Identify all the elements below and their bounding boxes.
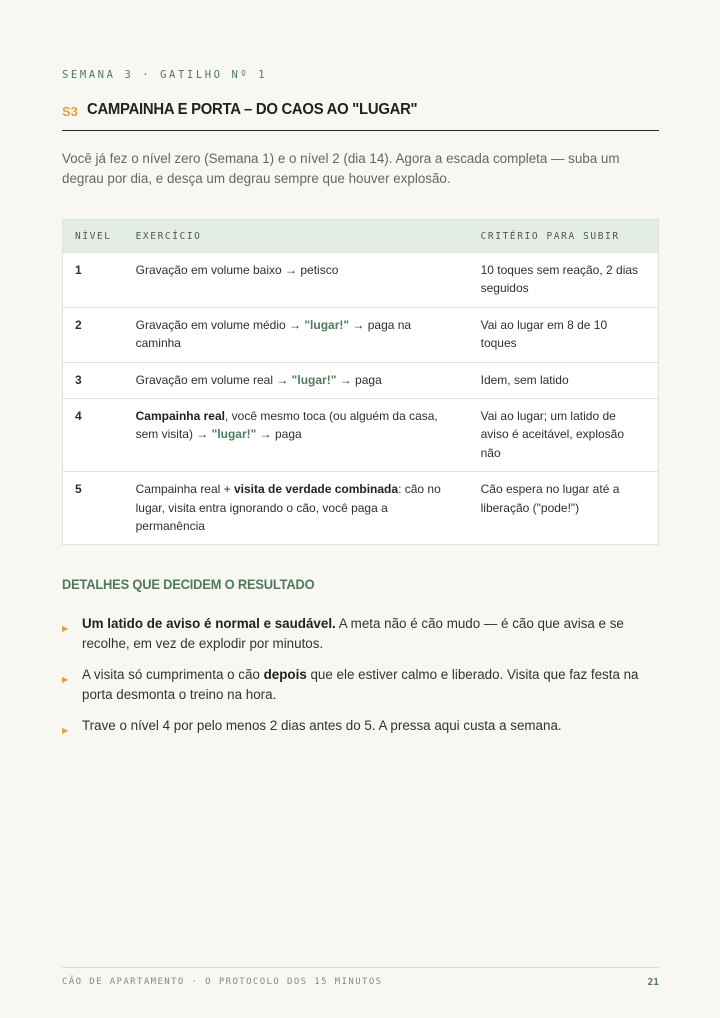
table-row — [63, 362, 659, 398]
bullet-text-start: A visita só cumprimenta o cão — [82, 667, 264, 682]
details-list — [62, 614, 659, 747]
table-row — [63, 307, 659, 362]
cell-exercise — [124, 362, 469, 398]
cell-level: 5 — [63, 472, 124, 545]
triangle-right-icon: ▶ — [62, 624, 69, 633]
page — [62, 0, 659, 1018]
exercise-text: Gravação em volume real → — [135, 372, 292, 387]
footer-book-title: CÃO DE APARTAMENTO · O PROTOCOLO DOS 15 MINUTOS — [62, 977, 383, 987]
header-level: NÍVEL — [75, 230, 112, 242]
exercise-text-end: : cão no lugar, visita entra ignorando o cão, você paga a permanência — [135, 482, 441, 534]
table-row — [63, 253, 659, 308]
list-item — [62, 614, 659, 654]
intro-paragraph: Você já fez o nível zero (Semana 1) e o nível 2 (dia 14). Agora a escada completa — suba um degrau por dia, e desça um degrau sempre que houver explosão. — [62, 151, 620, 186]
triangle-right-icon: ▶ — [62, 726, 69, 735]
command-highlight: "lugar!" — [304, 317, 350, 332]
cell-criterion: Idem, sem latido — [469, 362, 659, 398]
table-header-row — [63, 220, 659, 253]
cell-level: 3 — [63, 362, 124, 398]
header-exercise: EXERCÍCIO — [135, 230, 202, 242]
cell-level: 2 — [63, 307, 124, 362]
list-item — [62, 716, 659, 736]
table-row — [63, 472, 659, 545]
exercise-text: Gravação em volume baixo → petisco — [135, 263, 339, 277]
cell-level: 4 — [63, 399, 124, 472]
bullet-bold: depois — [263, 667, 307, 682]
footer-divider — [62, 967, 659, 968]
exercise-text-end: → paga na caminha — [135, 317, 412, 351]
cell-criterion: Cão espera no lugar até a liberação ("pode!") — [469, 472, 659, 545]
page-title: CAMPAINHA E PORTA – DO CAOS AO "LUGAR" — [86, 101, 418, 118]
eyebrow-label: SEMANA 3 · GATILHO Nº 1 — [62, 69, 268, 81]
section-tag: S3 — [62, 104, 78, 119]
table-row — [63, 399, 659, 472]
command-highlight: "lugar!" — [291, 372, 337, 387]
page-number: 21 — [647, 977, 659, 988]
bullet-text: A meta não é cão mudo — é cão que avisa e se recolhe, em vez de explodir por minutos. — [82, 616, 624, 651]
exercise-text: Campainha real + — [135, 482, 234, 497]
cell-criterion: 10 toques sem reação, 2 dias seguidos — [469, 253, 659, 308]
header-criterion: CRITÉRIO PARA SUBIR — [480, 230, 620, 242]
exercise-text: Gravação em volume médio → — [135, 317, 305, 332]
exercise-text-end: → paga — [256, 427, 302, 442]
command-highlight: "lugar!" — [211, 427, 257, 442]
bullet-text: Trave o nível 4 por pelo menos 2 dias antes do 5. A pressa aqui custa a semana. — [82, 718, 562, 733]
cell-exercise — [124, 253, 469, 308]
cell-exercise — [124, 472, 469, 545]
cell-criterion: Vai ao lugar; um latido de aviso é aceitável, explosão não — [469, 399, 659, 472]
cell-exercise — [124, 307, 469, 362]
cell-exercise — [124, 399, 469, 472]
details-heading: DETALHES QUE DECIDEM O RESULTADO — [62, 576, 315, 592]
cell-level: 1 — [63, 253, 124, 308]
cell-criterion: Vai ao lugar em 8 de 10 toques — [469, 307, 659, 362]
exercise-text-end: → paga — [336, 372, 382, 387]
bullet-bold: Um latido de aviso é normal e saudável. — [82, 616, 336, 631]
triangle-right-icon: ▶ — [62, 675, 69, 684]
bullet-text: que ele estiver calmo e liberado. Visita que faz festa na porta desmonta o treino na hora. — [82, 667, 639, 702]
list-item — [62, 665, 659, 705]
exercise-bold: Campainha real — [135, 409, 225, 424]
level-table — [62, 219, 659, 545]
section-title-row — [62, 100, 659, 131]
exercise-bold: visita de verdade combinada — [234, 482, 399, 497]
exercise-text: , você mesmo toca (ou alguém da casa, sem visita) → — [135, 409, 438, 442]
